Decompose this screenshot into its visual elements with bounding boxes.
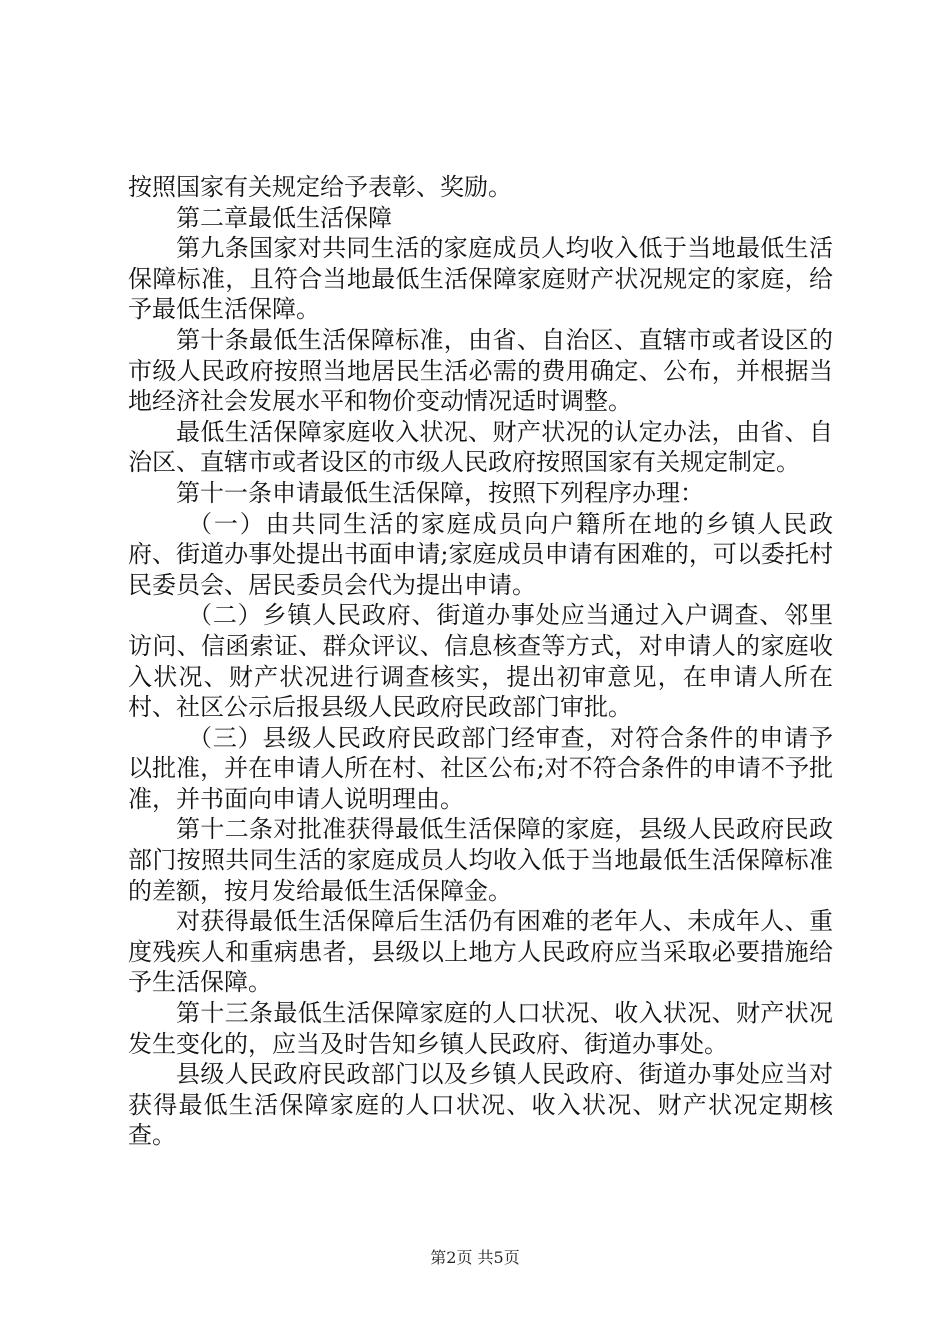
body-paragraph: 第十二条对批准获得最低生活保障的家庭，县级人民政府民政部门按照共同生活的家庭成员人均收入低于当地最低生活保障标准的差额，按月发给最低生活保障金。 [128, 815, 833, 905]
page-footer: 第2页 共5页 [430, 1248, 520, 1267]
body-paragraph: 第九条国家对共同生活的家庭成员人均收入低于当地最低生活保障标准，且符合当地最低生活保障家庭财产状况规定的家庭，给予最低生活保障。 [128, 234, 833, 324]
body-paragraph: （三）县级人民政府民政部门经审查，对符合条件的申请予以批准，并在申请人所在村、社区公布;对不符合条件的申请不予批准，并书面向申请人说明理由。 [128, 723, 833, 813]
body-paragraph: 第十一条申请最低生活保障，按照下列程序办理： [176, 478, 704, 507]
body-paragraph: 按照国家有关规定给予表彰、奖励。 [128, 173, 512, 201]
document-body [128, 172, 833, 1151]
body-paragraph: 第二章最低生活保障 [176, 203, 392, 232]
body-paragraph: 最低生活保障家庭收入状况、财产状况的认定办法，由省、自治区、直辖市或者设区的市级人民政府按照国家有关规定制定。 [128, 417, 833, 477]
body-paragraph: （二）乡镇人民政府、街道办事处应当通过入户调查、邻里访问、信函索证、群众评议、信息核查等方式，对申请人的家庭收入状况、财产状况进行调查核实，提出初审意见，在申请人所在村、社区公示后报县级人民政府民政部门审批。 [128, 601, 833, 722]
body-paragraph: 第十条最低生活保障标准，由省、自治区、直辖市或者设区的市级人民政府按照当地居民生活必需的费用确定、公布，并根据当地经济社会发展水平和物价变动情况适时调整。 [128, 325, 833, 416]
body-paragraph: （一）由共同生活的家庭成员向户籍所在地的乡镇人民政府、街道办事处提出书面申请;家庭成员申请有困难的，可以委托村民委员会、居民委员会代为提出申请。 [128, 509, 833, 599]
body-paragraph: 对获得最低生活保障后生活仍有困难的老年人、未成年人、重度残疾人和重病患者，县级以上地方人民政府应当采取必要措施给予生活保障。 [128, 907, 833, 997]
body-paragraph: 第十三条最低生活保障家庭的人口状况、收入状况、财产状况发生变化的，应当及时告知乡镇人民政府、街道办事处。 [128, 999, 833, 1058]
body-paragraph: 县级人民政府民政部门以及乡镇人民政府、街道办事处应当对获得最低生活保障家庭的人口状况、收入状况、财产状况定期核查。 [128, 1060, 833, 1150]
